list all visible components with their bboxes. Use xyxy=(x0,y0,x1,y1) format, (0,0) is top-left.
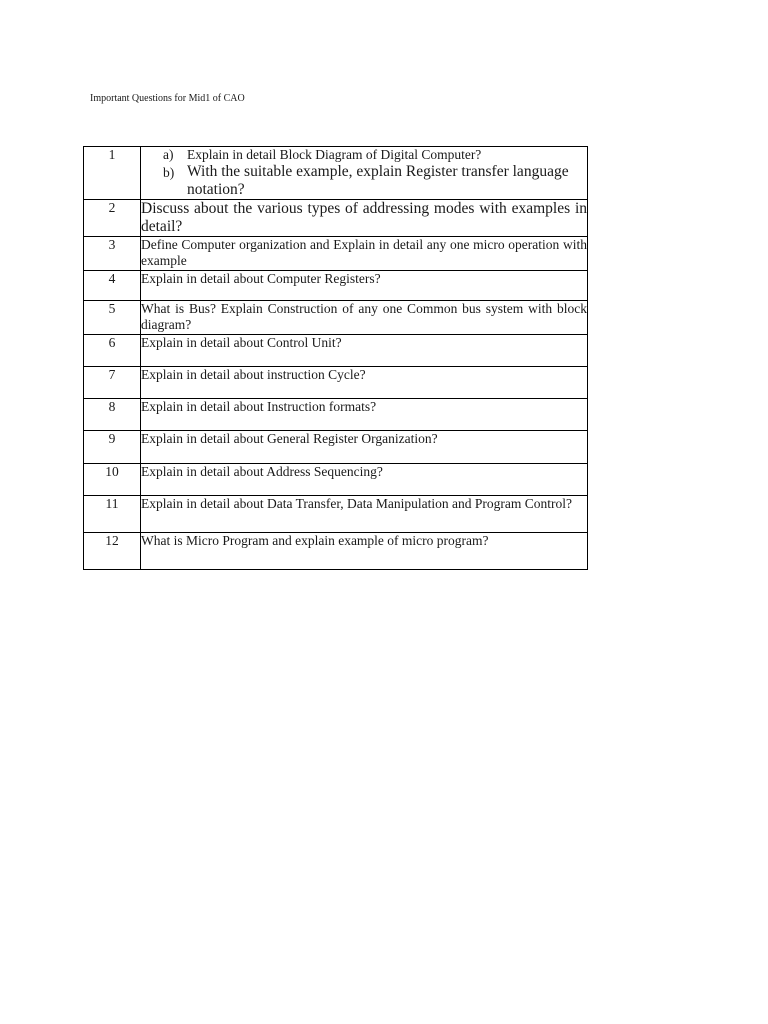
table-row xyxy=(84,496,588,533)
document-title: Important Questions for Mid1 of CAO xyxy=(90,93,245,104)
sub-question-list xyxy=(141,147,587,199)
question-number: 12 xyxy=(84,533,141,570)
question-number: 4 xyxy=(84,271,141,301)
question-number: 2 xyxy=(84,200,141,237)
question-number: 1 xyxy=(84,147,141,200)
table-row xyxy=(84,335,588,367)
question-number: 9 xyxy=(84,431,141,464)
table-row xyxy=(84,237,588,271)
question-number: 6 xyxy=(84,335,141,367)
sub-question xyxy=(141,163,587,199)
table-row xyxy=(84,399,588,431)
table-row xyxy=(84,464,588,496)
sub-question-marker: a) xyxy=(163,147,174,162)
sub-question-marker: b) xyxy=(163,165,175,180)
question-text: What is Micro Program and explain example of micro program? xyxy=(141,533,588,570)
question-number: 5 xyxy=(84,301,141,335)
question-text: Explain in detail about Control Unit? xyxy=(141,335,588,367)
question-number: 7 xyxy=(84,367,141,399)
table-row xyxy=(84,200,588,237)
table-row xyxy=(84,147,588,200)
question-text: Explain in detail about instruction Cycle? xyxy=(141,367,588,399)
question-text: Define Computer organization and Explain in detail any one micro operation with example xyxy=(141,237,588,271)
questions-table xyxy=(83,146,588,570)
question-number: 3 xyxy=(84,237,141,271)
table-row xyxy=(84,367,588,399)
question-text: Explain in detail about Address Sequencing? xyxy=(141,464,588,496)
question-text: Explain in detail about General Register Organization? xyxy=(141,431,588,464)
question-text: What is Bus? Explain Construction of any one Common bus system with block diagram? xyxy=(141,301,588,335)
table-row xyxy=(84,533,588,570)
table-row xyxy=(84,301,588,335)
sub-question-text: With the suitable example, explain Register transfer language notation? xyxy=(187,163,569,198)
table-row xyxy=(84,271,588,301)
sub-question-text: Explain in detail Block Diagram of Digital Computer? xyxy=(187,147,482,162)
question-text xyxy=(141,147,588,200)
question-number: 10 xyxy=(84,464,141,496)
question-text: Discuss about the various types of addressing modes with examples in detail? xyxy=(141,200,587,235)
question-text: Explain in detail about Instruction formats? xyxy=(141,399,588,431)
sub-question xyxy=(141,147,587,163)
question-number: 11 xyxy=(84,496,141,533)
table-row xyxy=(84,431,588,464)
question-text: Explain in detail about Data Transfer, Data Manipulation and Program Control? xyxy=(141,496,588,533)
question-number: 8 xyxy=(84,399,141,431)
question-text: Explain in detail about Computer Registers? xyxy=(141,271,588,301)
